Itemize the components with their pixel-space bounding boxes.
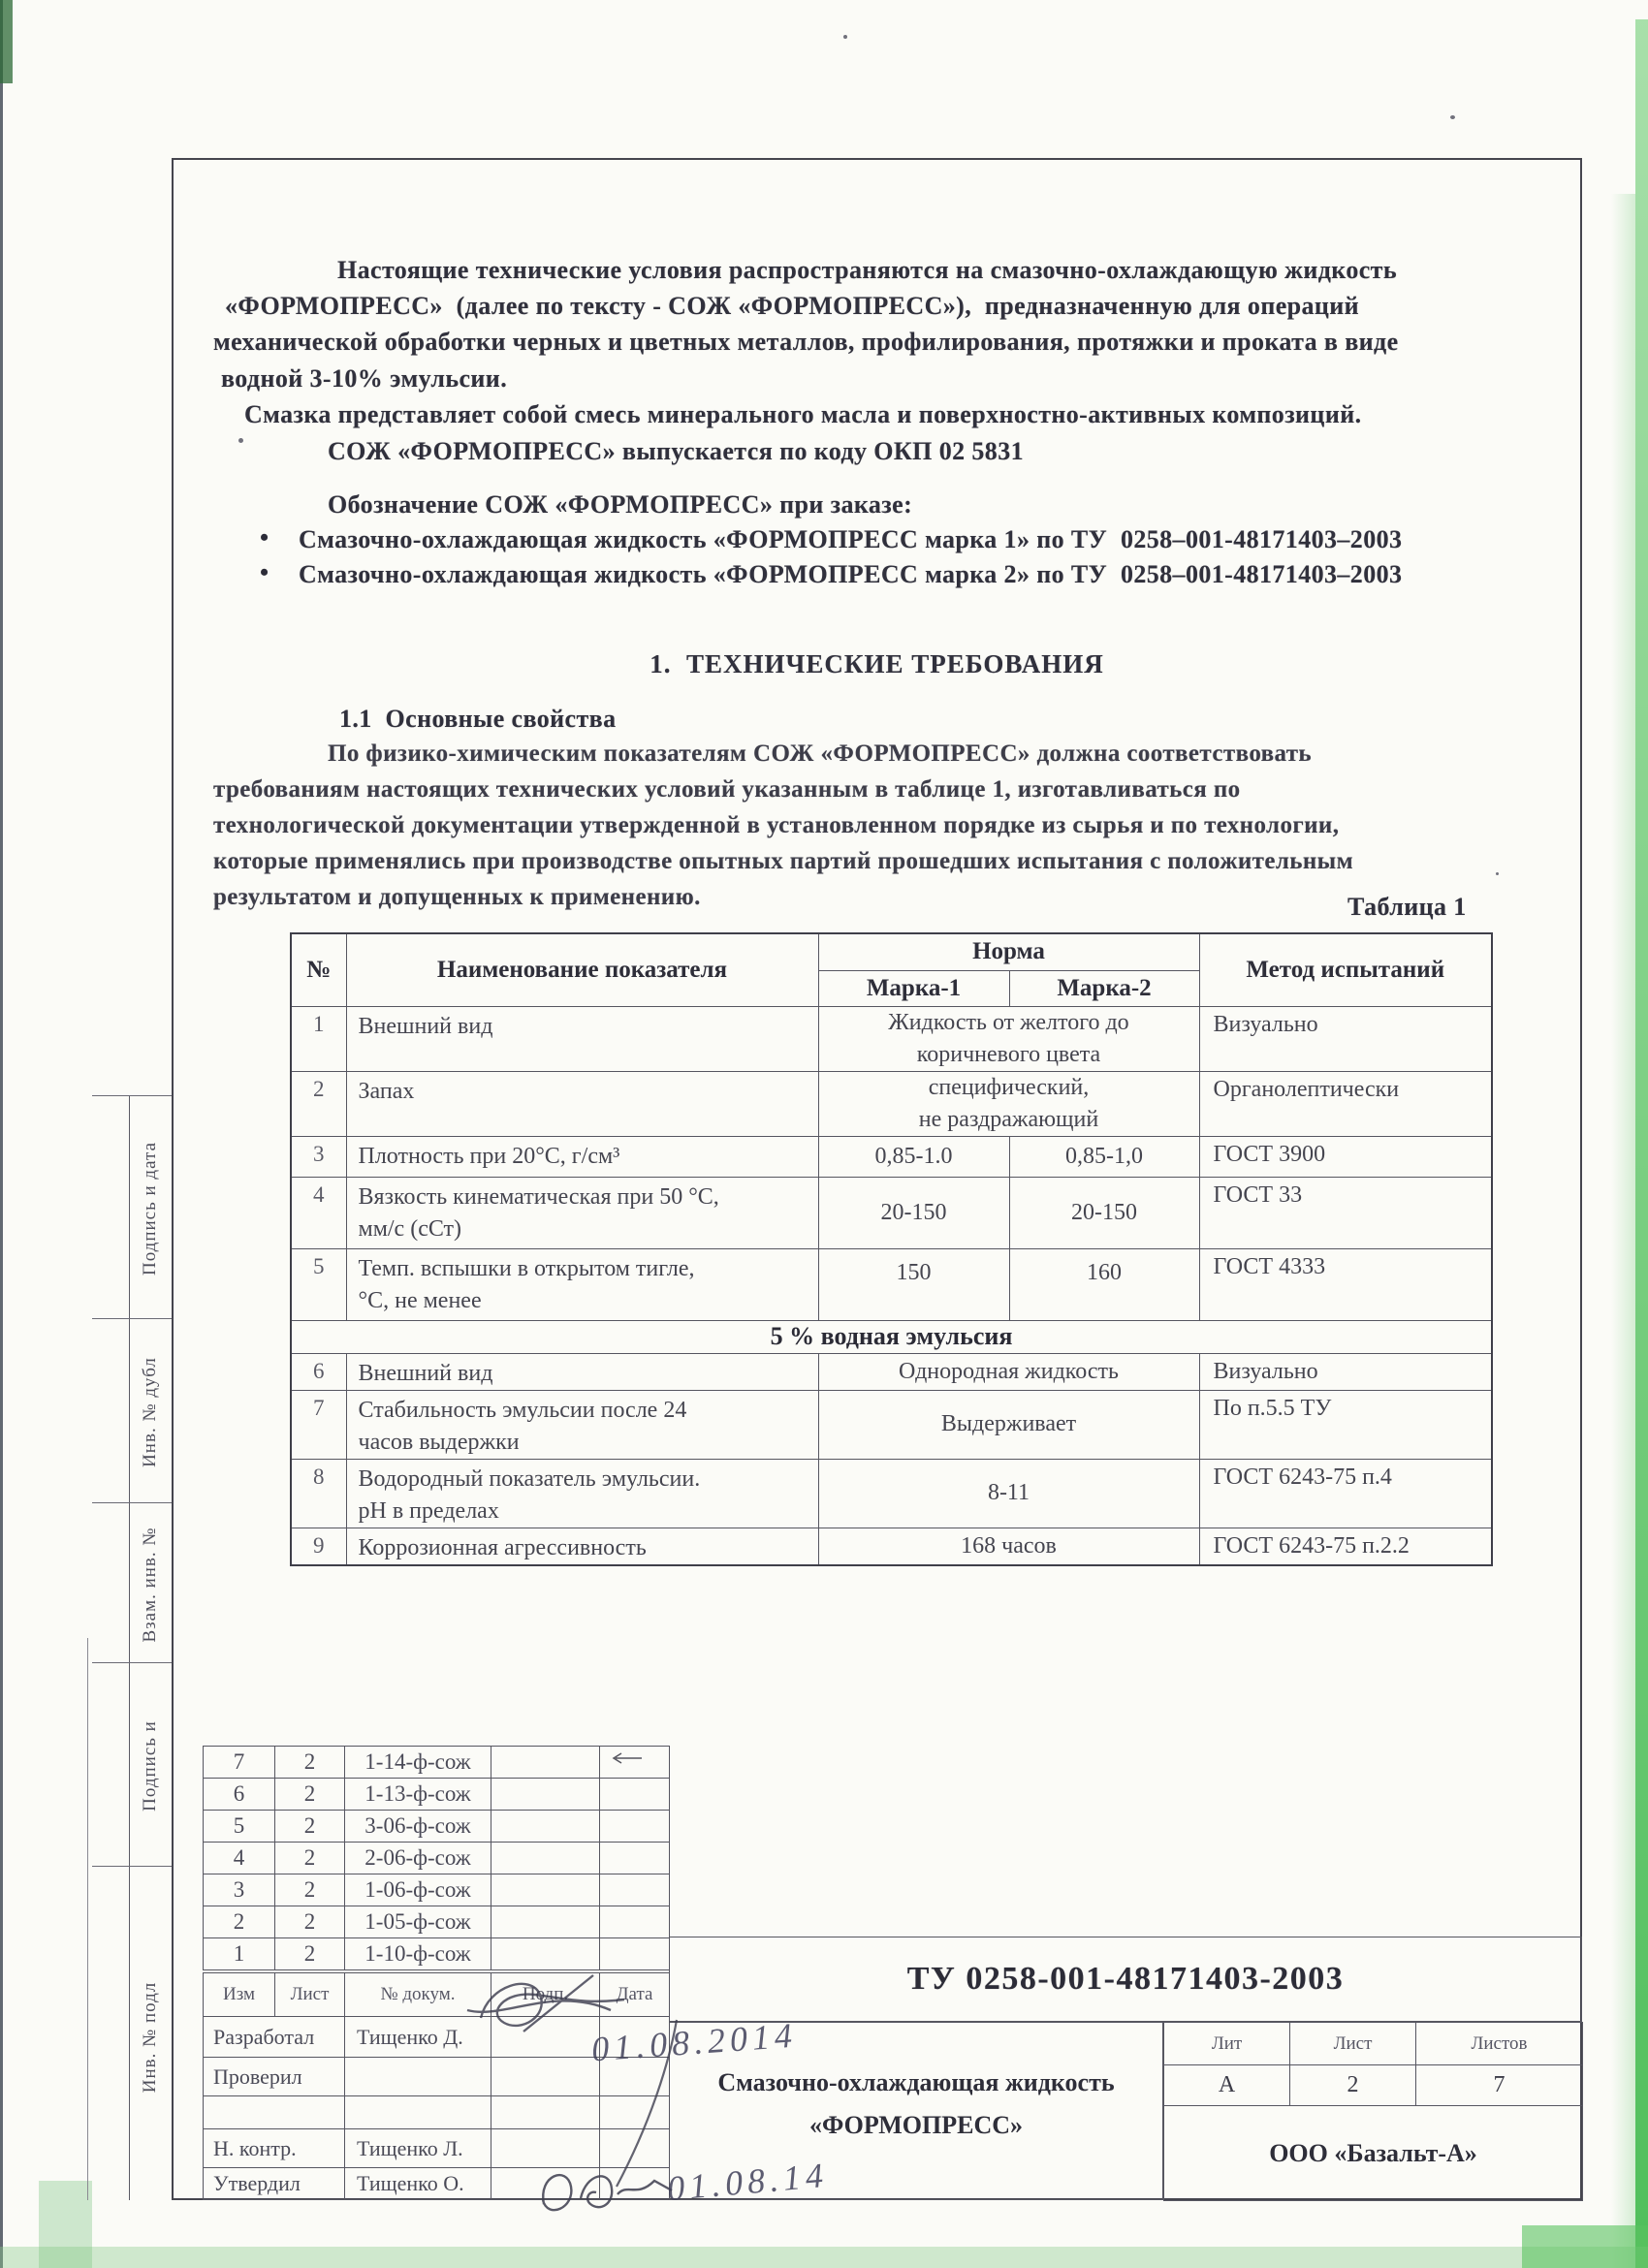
sidebar-outer-line <box>87 1638 88 2200</box>
rev-cell <box>491 1843 600 1874</box>
name-line: Вязкость кинематическая при 50 °С, <box>358 1183 719 1210</box>
col-header-method: Метод испытаний <box>1199 933 1492 1006</box>
handwritten-date: 01.08.14 <box>665 2155 830 2209</box>
name-line: Темп. вспышки в открытом тигле, <box>358 1255 695 1281</box>
name-line: °С, не менее <box>358 1287 482 1313</box>
table-row <box>291 1136 1492 1177</box>
table-cell: Коррозионная агрессивность <box>346 1528 818 1565</box>
stamp-header-list: Лист <box>275 1973 345 2017</box>
sheet-label: Лист <box>1290 2023 1416 2065</box>
rev-cell <box>491 1874 600 1906</box>
rev-cell: 3 <box>204 1874 275 1906</box>
company-name: ООО «Базальт-А» <box>1164 2106 1583 2201</box>
table-cell: 3 <box>291 1136 346 1177</box>
stamp-role: Н. контр. <box>204 2129 345 2168</box>
table-section-row <box>291 1320 1492 1353</box>
stamp-role <box>204 2096 345 2129</box>
body-line: которые применялись при производстве опытных партий прошедших испытания с положительным <box>213 848 1354 874</box>
rev-cell <box>600 1843 670 1874</box>
rev-cell: 4 <box>204 1843 275 1874</box>
rev-cell: 2-06-ф-сож <box>345 1843 491 1874</box>
sheets-value: 7 <box>1416 2065 1583 2106</box>
name-line: Водородный показатель эмульсии. <box>358 1465 701 1492</box>
table-cell: Внешний вид <box>346 1006 818 1071</box>
scan-speck <box>1450 115 1455 119</box>
sidebar-label-podpis-2: Подпись и <box>140 1720 160 1811</box>
sidebar-column-line <box>129 1095 130 2200</box>
sheet-value: 2 <box>1290 2065 1416 2106</box>
col-header-norm: Норма <box>818 933 1199 970</box>
handwritten-date: 01.08.2014 <box>589 2015 799 2069</box>
lit-value: А <box>1164 2065 1290 2106</box>
table-cell: Визуально <box>1199 1006 1492 1071</box>
col-header-mark2: Марка-2 <box>1009 970 1199 1006</box>
rev-cell: 5 <box>204 1811 275 1843</box>
rev-cell <box>600 1779 670 1811</box>
table-row <box>291 1528 1492 1565</box>
revision-row <box>204 1843 670 1874</box>
sidebar-label-inv-podl: Инв. № подл <box>140 1981 160 2094</box>
section-heading: 1. ТЕХНИЧЕСКИЕ ТРЕБОВАНИЯ <box>650 649 1104 678</box>
table-caption: Таблица 1 <box>1347 893 1467 921</box>
emulsion-section-cell: 5 % водная эмульсия <box>291 1320 1492 1353</box>
intro-line: СОЖ «ФОРМОПРЕСС» выпускается по коду ОКП 02 5831 <box>328 437 1024 465</box>
table-cell: 4 <box>291 1177 346 1248</box>
rev-cell <box>600 1874 670 1906</box>
table-row <box>291 1459 1492 1528</box>
document-title-line: «ФОРМОПРЕСС» <box>808 2111 1024 2139</box>
table-cell: 8-11 <box>818 1459 1199 1528</box>
rev-cell: 1-10-ф-сож <box>345 1938 491 1970</box>
body-line: требованиям настоящих технических условий указанным в таблице 1, изготавливаться по <box>213 776 1241 803</box>
col-header-num: № <box>291 933 346 1006</box>
table-cell: Запах <box>346 1071 818 1136</box>
revision-row <box>204 1779 670 1811</box>
scan-artifact-right-green-stripe <box>1635 19 1648 2268</box>
table-cell: Выдерживает <box>818 1390 1199 1459</box>
revision-row <box>204 1874 670 1906</box>
table-cell: Однородная жидкость <box>818 1353 1199 1390</box>
sidebar-label-vzam-inv: Взам. инв. № <box>140 1527 160 1643</box>
bullet-item: Смазочно-охлаждающая жидкость «ФОРМОПРЕСС марка 1» по ТУ 0258–001-48171403–2003 <box>299 525 1403 553</box>
stamp-role: Проверил <box>204 2058 345 2096</box>
table-cell <box>346 1459 818 1528</box>
table-cell: 7 <box>291 1390 346 1459</box>
table-row <box>291 1353 1492 1390</box>
table-cell: 20-150 <box>1009 1177 1199 1248</box>
name-line: Стабильность эмульсии после 24 <box>358 1397 687 1423</box>
body-line: результатом и допущенных к применению. <box>213 884 701 910</box>
rev-cell: 2 <box>275 1747 345 1779</box>
table-cell: Органолептически <box>1199 1071 1492 1136</box>
arrow-mark <box>609 1750 644 1766</box>
table-row <box>291 1006 1492 1071</box>
revision-row <box>204 1811 670 1843</box>
table-cell: 1 <box>291 1006 346 1071</box>
table-cell: 2 <box>291 1071 346 1136</box>
rev-cell: 2 <box>275 1811 345 1843</box>
scan-speck <box>843 35 847 39</box>
rev-cell: 1 <box>204 1938 275 1970</box>
sidebar-label-podpis-data: Подпись и дата <box>140 1141 160 1276</box>
col-header-mark1: Марка-1 <box>818 970 1009 1006</box>
intro-line: водной 3-10% эмульсии. <box>221 364 508 393</box>
title-block-right <box>1163 2022 1583 2201</box>
norm-line: не раздражающий <box>918 1106 1099 1132</box>
rev-cell: 1-13-ф-сож <box>345 1779 491 1811</box>
intro-line: механической обработки черных и цветных металлов, профилирования, протяжки и проката в виде <box>213 328 1399 356</box>
rev-cell: 2 <box>275 1779 345 1811</box>
scan-artifact-bottom-right-green <box>1522 2225 1648 2268</box>
lit-label: Лит <box>1164 2023 1290 2065</box>
revision-table <box>203 1746 670 1970</box>
bullet-icon: • <box>260 523 269 551</box>
norm-line: коричневого цвета <box>916 1041 1101 1067</box>
scan-artifact-bottom-green <box>0 2247 1648 2268</box>
rev-cell: 2 <box>275 1874 345 1906</box>
rev-cell: 6 <box>204 1779 275 1811</box>
table-cell <box>346 1248 818 1320</box>
intro-line: Настоящие технические условия распространяются на смазочно-охлаждающую жидкость <box>337 256 1398 284</box>
rev-cell <box>491 1811 600 1843</box>
table-cell: ГОСТ 6243-75 п.4 <box>1199 1459 1492 1528</box>
table-row <box>291 1390 1492 1459</box>
stamp-name-cell <box>345 2058 491 2096</box>
rev-cell: 2 <box>275 1843 345 1874</box>
stamp-header-izm: Изм <box>204 1973 275 2017</box>
name-line: рН в пределах <box>358 1497 499 1524</box>
stamp-header-doc: № докум. <box>345 1973 491 2017</box>
table-cell: ГОСТ 33 <box>1199 1177 1492 1248</box>
rev-cell: 1-14-ф-сож <box>345 1747 491 1779</box>
scan-artifact-bottom-left-green <box>39 2181 92 2268</box>
stamp-header-date: Дата <box>600 1973 670 2017</box>
stamp-name-cell: Тищенко Л. <box>345 2129 491 2168</box>
rev-cell <box>491 1779 600 1811</box>
table-cell: 150 <box>818 1248 1009 1320</box>
rev-cell: 3-06-ф-сож <box>345 1811 491 1843</box>
stamp-name-cell: Тищенко Д. <box>345 2017 491 2058</box>
document-title-line: Смазочно-охлаждающая жидкость <box>717 2068 1115 2096</box>
rev-cell: 2 <box>275 1906 345 1938</box>
table-cell: 5 <box>291 1248 346 1320</box>
table-cell: ГОСТ 4333 <box>1199 1248 1492 1320</box>
name-line: часов выдержки <box>358 1429 520 1455</box>
table-row <box>291 1248 1492 1320</box>
table-cell: Внешний вид <box>346 1353 818 1390</box>
rev-cell: 2 <box>275 1938 345 1970</box>
scan-artifact-right-glow <box>1611 194 1635 2268</box>
sidebar-divider <box>92 1095 172 1096</box>
stamp-name-cell: Тищенко О. <box>345 2168 491 2200</box>
signature-utverdil <box>528 2154 683 2231</box>
rev-cell <box>600 1906 670 1938</box>
name-line: мм/с (сСт) <box>358 1215 462 1242</box>
order-heading: Обозначение СОЖ «ФОРМОПРЕСС» при заказе: <box>328 490 913 519</box>
col-header-name: Наименование показателя <box>346 933 818 1006</box>
scan-edge-left <box>0 0 3 2268</box>
revision-row <box>204 1747 670 1779</box>
table-cell: 0,85-1,0 <box>1009 1136 1199 1177</box>
rev-cell: 2 <box>204 1906 275 1938</box>
table-cell: 8 <box>291 1459 346 1528</box>
document-number: ТУ 0258-001-48171403-2003 <box>669 1937 1582 2022</box>
table-row <box>291 1071 1492 1136</box>
table-cell: 9 <box>291 1528 346 1565</box>
table-cell: 6 <box>291 1353 346 1390</box>
table-cell: 160 <box>1009 1248 1199 1320</box>
table-cell <box>346 1390 818 1459</box>
rev-cell <box>491 1747 600 1779</box>
body-line: По физико-химическим показателям СОЖ «ФОРМОПРЕСС» должна соответствовать <box>328 740 1313 767</box>
table-cell: ГОСТ 6243-75 п.2.2 <box>1199 1528 1492 1565</box>
table-cell: Визуально <box>1199 1353 1492 1390</box>
intro-line: Смазка представляет собой смесь минерального масла и поверхностно-активных композиций. <box>244 400 1362 428</box>
sheets-label: Листов <box>1416 2023 1583 2065</box>
table-cell: Плотность при 20°С, г/см³ <box>346 1136 818 1177</box>
table-cell <box>346 1177 818 1248</box>
rev-cell: 1-06-ф-сож <box>345 1874 491 1906</box>
intro-line: «ФОРМОПРЕСС» (далее по тексту - СОЖ «ФОРМОПРЕСС»), предназначенную для операций <box>225 292 1360 320</box>
table-cell: 20-150 <box>818 1177 1009 1248</box>
table-cell <box>818 1006 1199 1071</box>
stamp-role: Утвердил <box>204 2168 345 2200</box>
scan-artifact-top-left-green <box>0 0 13 83</box>
norm-line: специфический, <box>928 1074 1090 1100</box>
section-subheading: 1.1 Основные свойства <box>339 705 617 733</box>
properties-table <box>290 932 1493 1566</box>
table-cell <box>818 1071 1199 1136</box>
bullet-item: Смазочно-охлаждающая жидкость «ФОРМОПРЕСС марка 2» по ТУ 0258–001-48171403–2003 <box>299 560 1403 588</box>
table-row <box>291 1177 1492 1248</box>
stamp-header-sign: Подп. <box>491 1973 600 2017</box>
stamp-role: Разработал <box>204 2017 345 2058</box>
table-cell: ГОСТ 3900 <box>1199 1136 1492 1177</box>
bullet-icon: • <box>260 558 269 586</box>
revision-row <box>204 1906 670 1938</box>
rev-cell <box>491 1906 600 1938</box>
table-cell: 0,85-1.0 <box>818 1136 1009 1177</box>
body-line: технологической документации утвержденной в установленном порядке из сырья и по технологии, <box>213 812 1340 838</box>
sidebar-label-inv-dubl: Инв. № дубл <box>140 1357 160 1467</box>
rev-cell: 1-05-ф-сож <box>345 1906 491 1938</box>
rev-cell <box>600 1811 670 1843</box>
norm-line: Жидкость от желтого до <box>888 1009 1129 1035</box>
stamp-name-cell <box>345 2096 491 2129</box>
rev-cell: 7 <box>204 1747 275 1779</box>
table-cell: 168 часов <box>818 1528 1199 1565</box>
table-cell: По п.5.5 ТУ <box>1199 1390 1492 1459</box>
